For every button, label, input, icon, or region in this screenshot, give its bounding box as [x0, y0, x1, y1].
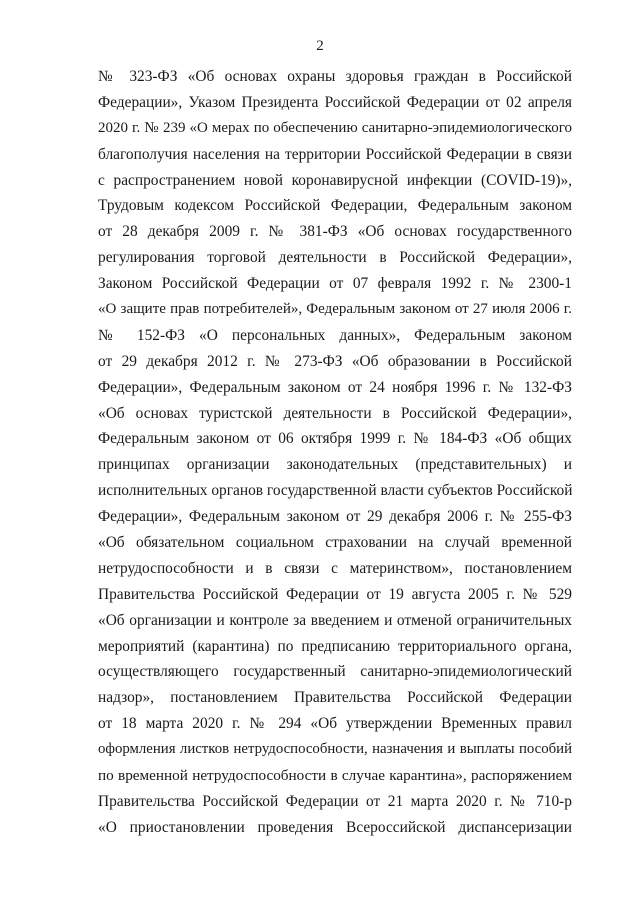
- text-line: с распространением новой коронавирусной инфекции (COVID-19)»,: [98, 171, 572, 189]
- text-line: № 152-ФЗ «О персональных данных», Федеральным законом: [98, 326, 572, 344]
- text-line: исполнительных органов государственной власти субъектов Российской: [98, 482, 572, 500]
- text-line: оформления листков нетрудоспособности, назначения и выплаты пособий: [98, 741, 572, 758]
- text-line: по временной нетрудоспособности в случае карантина», распоряжением: [98, 767, 572, 785]
- text-line: принципах организации законодательных (представительных) и: [98, 456, 572, 474]
- text-line: 2020 г. № 239 «О мерах по обеспечению санитарно-эпидемиологического: [98, 119, 572, 136]
- text-line: Федерации», Указом Президента Российской Федерации от 02 апреля: [98, 93, 572, 111]
- text-line: регулирования торговой деятельности в Российской Федерации»,: [98, 249, 572, 267]
- page-number: 2: [316, 38, 324, 54]
- text-line: мероприятий (карантина) по предписанию территориального органа,: [98, 637, 572, 655]
- text-line: «Об основах туристской деятельности в Российской Федерации»,: [98, 404, 572, 422]
- text-line: Федеральным законом от 06 октября 1999 г. № 184-ФЗ «Об общих: [98, 430, 572, 448]
- text-line: Федерации», Федеральным законом от 24 ноября 1996 г. № 132-ФЗ: [98, 378, 572, 396]
- text-line: от 18 марта 2020 г. № 294 «Об утверждении Временных правил: [98, 715, 572, 733]
- text-line: Правительства Российской Федерации от 21 марта 2020 г. № 710-р: [98, 792, 572, 810]
- text-line: «Об обязательном социальном страховании на случай временной: [98, 534, 572, 552]
- text-line: от 28 декабря 2009 г. № 381-ФЗ «Об основах государственного: [98, 223, 572, 241]
- text-line: благополучия населения на территории Российской Федерации в связи: [98, 145, 572, 163]
- body-text: [98, 64, 572, 841]
- text-line: Федерации», Федеральным законом от 29 декабря 2006 г. № 255-ФЗ: [98, 508, 572, 526]
- text-line: нетрудоспособности и в связи с материнством», постановлением: [98, 559, 572, 577]
- text-line: осуществляющего государственный санитарно-эпидемиологический: [98, 663, 572, 681]
- text-line: надзор», постановлением Правительства Российской Федерации: [98, 689, 572, 707]
- text-line: Правительства Российской Федерации от 19 августа 2005 г. № 529: [98, 585, 572, 603]
- text-line: «О защите прав потребителей», Федеральным законом от 27 июля 2006 г.: [98, 301, 572, 318]
- text-line: от 29 декабря 2012 г. № 273-ФЗ «Об образовании в Российской: [98, 352, 572, 370]
- text-line: Трудовым кодексом Российской Федерации, Федеральным законом: [98, 197, 572, 215]
- text-line: «Об организации и контроле за введением и отменой ограничительных: [98, 611, 572, 629]
- text-line: № 323-ФЗ «Об основах охраны здоровья граждан в Российской: [98, 68, 572, 85]
- text-line: «О приостановлении проведения Всероссийской диспансеризации: [98, 818, 572, 836]
- text-line: Законом Российской Федерации от 07 февраля 1992 г. № 2300-1: [98, 275, 572, 293]
